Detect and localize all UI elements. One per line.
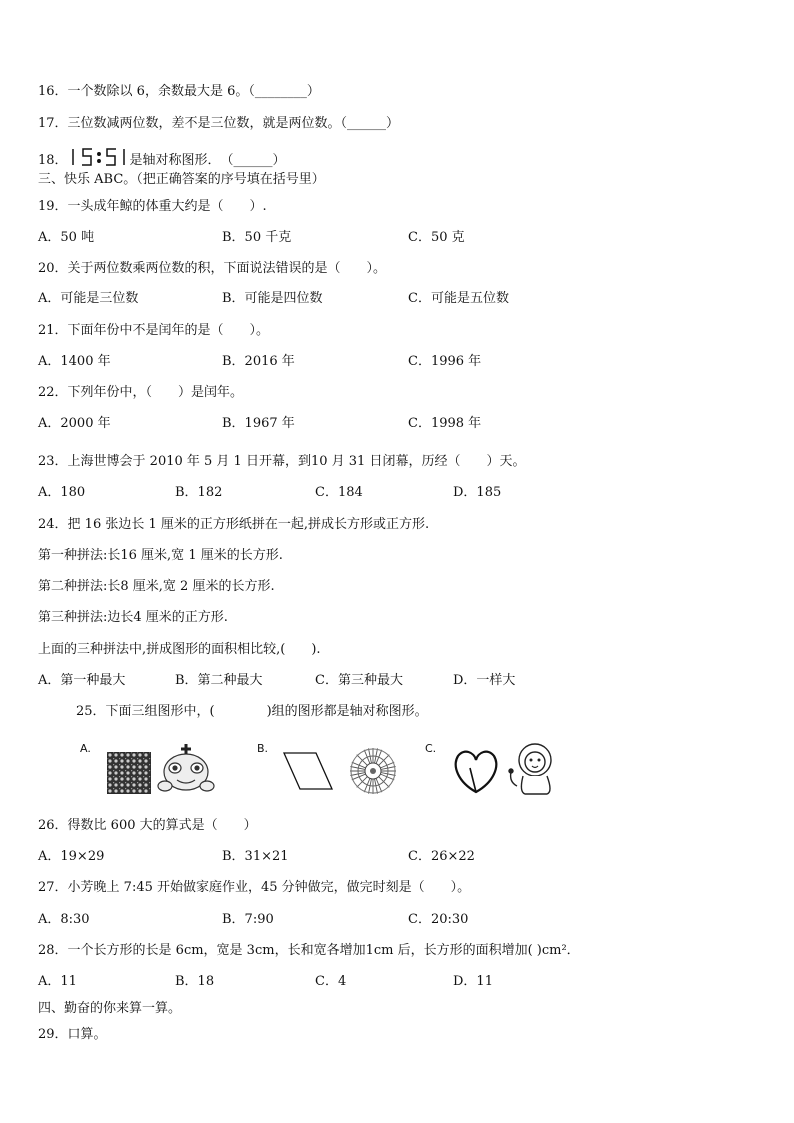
q26-option-b: B．31×21 bbox=[222, 849, 289, 864]
q23-option-a: A．180 bbox=[38, 485, 86, 500]
question-18 bbox=[38, 147, 286, 169]
q23-option-d: D．185 bbox=[453, 485, 502, 500]
q21-option-c: C．1996 年 bbox=[408, 354, 482, 369]
rhombus-figure bbox=[282, 751, 334, 791]
q24-option-b: B．第二种最大 bbox=[175, 673, 263, 688]
question-21: 21．下面年份中不是闰年的是（ ）。 bbox=[38, 323, 270, 338]
q19-option-a: A．50 吨 bbox=[38, 230, 95, 245]
q28-option-d: D．11 bbox=[453, 974, 493, 989]
section-3-heading: 三、快乐 ABC。（把正确答案的序号填在括号里） bbox=[38, 172, 325, 187]
q26-option-a: A．19×29 bbox=[38, 849, 105, 864]
radial-flower-figure bbox=[348, 746, 398, 796]
cartoon-lion-figure bbox=[505, 742, 563, 798]
q23-option-b: B．182 bbox=[175, 485, 223, 500]
question-25: 25．下面三组图形中，( )组的图形都是轴对称图形。 bbox=[76, 704, 428, 719]
question-18-text: 是轴对称图形． （______） bbox=[129, 153, 286, 168]
q20-option-b: B．可能是四位数 bbox=[222, 291, 323, 306]
q28-option-a: A．11 bbox=[38, 974, 77, 989]
section-4-heading: 四、勤奋的你来算一算。 bbox=[38, 1001, 182, 1016]
q22-option-b: B．1967 年 bbox=[222, 416, 295, 431]
question-27: 27．小芳晚上 7:45 开始做家庭作业，45 分钟做完，做完时刻是（ ）。 bbox=[38, 880, 471, 895]
q27-option-a: A．8:30 bbox=[38, 912, 90, 927]
q21-option-b: B．2016 年 bbox=[222, 354, 295, 369]
q23-option-c: C．184 bbox=[315, 485, 363, 500]
q20-option-c: C．可能是五位数 bbox=[408, 291, 509, 306]
question-20: 20．关于两位数乘两位数的积，下面说法错误的是（ ）。 bbox=[38, 261, 387, 276]
question-22: 22．下列年份中，（ ）是闰年。 bbox=[38, 385, 244, 400]
cartoon-doctor-figure bbox=[155, 742, 217, 794]
q28-option-c: C．4 bbox=[315, 974, 347, 989]
q24-option-c: C．第三种最大 bbox=[315, 673, 403, 688]
q20-option-a: A．可能是三位数 bbox=[38, 291, 139, 306]
seven-segment-figure bbox=[70, 147, 128, 167]
q24-option-d: D．一样大 bbox=[453, 673, 516, 688]
q25-label-b: B. bbox=[257, 742, 269, 755]
question-17: 17．三位数减两位数，差不是三位数，就是两位数。（______） bbox=[38, 116, 400, 131]
question-29: 29．口算。 bbox=[38, 1027, 107, 1042]
question-24: 24．把 16 张边长 1 厘米的正方形纸拼在一起,拼成长方形或正方形. bbox=[38, 517, 430, 532]
q21-option-a: A．1400 年 bbox=[38, 354, 111, 369]
q24-option-a: A．第一种最大 bbox=[38, 673, 126, 688]
q24-method-3: 第三种拼法:边长4 厘米的正方形. bbox=[38, 610, 228, 625]
q19-option-b: B．50 千克 bbox=[222, 230, 292, 245]
question-19: 19．一头成年鲸的体重大约是（ ）. bbox=[38, 199, 267, 214]
question-28: 28．一个长方形的长是 6cm，宽是 3cm，长和宽各增加1cm 后，长方形的面积增加( )cm²． bbox=[38, 943, 580, 958]
question-26: 26．得数比 600 大的算式是（ ） bbox=[38, 818, 257, 833]
q24-question: 上面的三种拼法中,拼成图形的面积相比较,( ). bbox=[38, 642, 321, 657]
q22-option-a: A．2000 年 bbox=[38, 416, 111, 431]
q24-method-2: 第二种拼法:长8 厘米,宽 2 厘米的长方形. bbox=[38, 579, 275, 594]
patterned-square-figure bbox=[107, 752, 151, 794]
q24-method-1: 第一种拼法:长16 厘米,宽 1 厘米的长方形. bbox=[38, 548, 283, 563]
q25-label-c: C. bbox=[425, 742, 437, 755]
q25-label-a: A. bbox=[80, 742, 91, 755]
q22-option-c: C．1998 年 bbox=[408, 416, 482, 431]
leaf-figure bbox=[452, 748, 500, 794]
q27-option-b: B．7:90 bbox=[222, 912, 274, 927]
q28-option-b: B．18 bbox=[175, 974, 215, 989]
q27-option-c: C．20:30 bbox=[408, 912, 469, 927]
question-23: 23．上海世博会于 2010 年 5 月 1 日开幕，到10 月 31 日闭幕，历经（ ）天。 bbox=[38, 454, 526, 469]
q26-option-c: C．26×22 bbox=[408, 849, 475, 864]
question-16: 16．一个数除以 6，余数最大是 6。（________） bbox=[38, 84, 320, 99]
q19-option-c: C．50 克 bbox=[408, 230, 465, 245]
question-18-number: 18． bbox=[38, 153, 68, 168]
